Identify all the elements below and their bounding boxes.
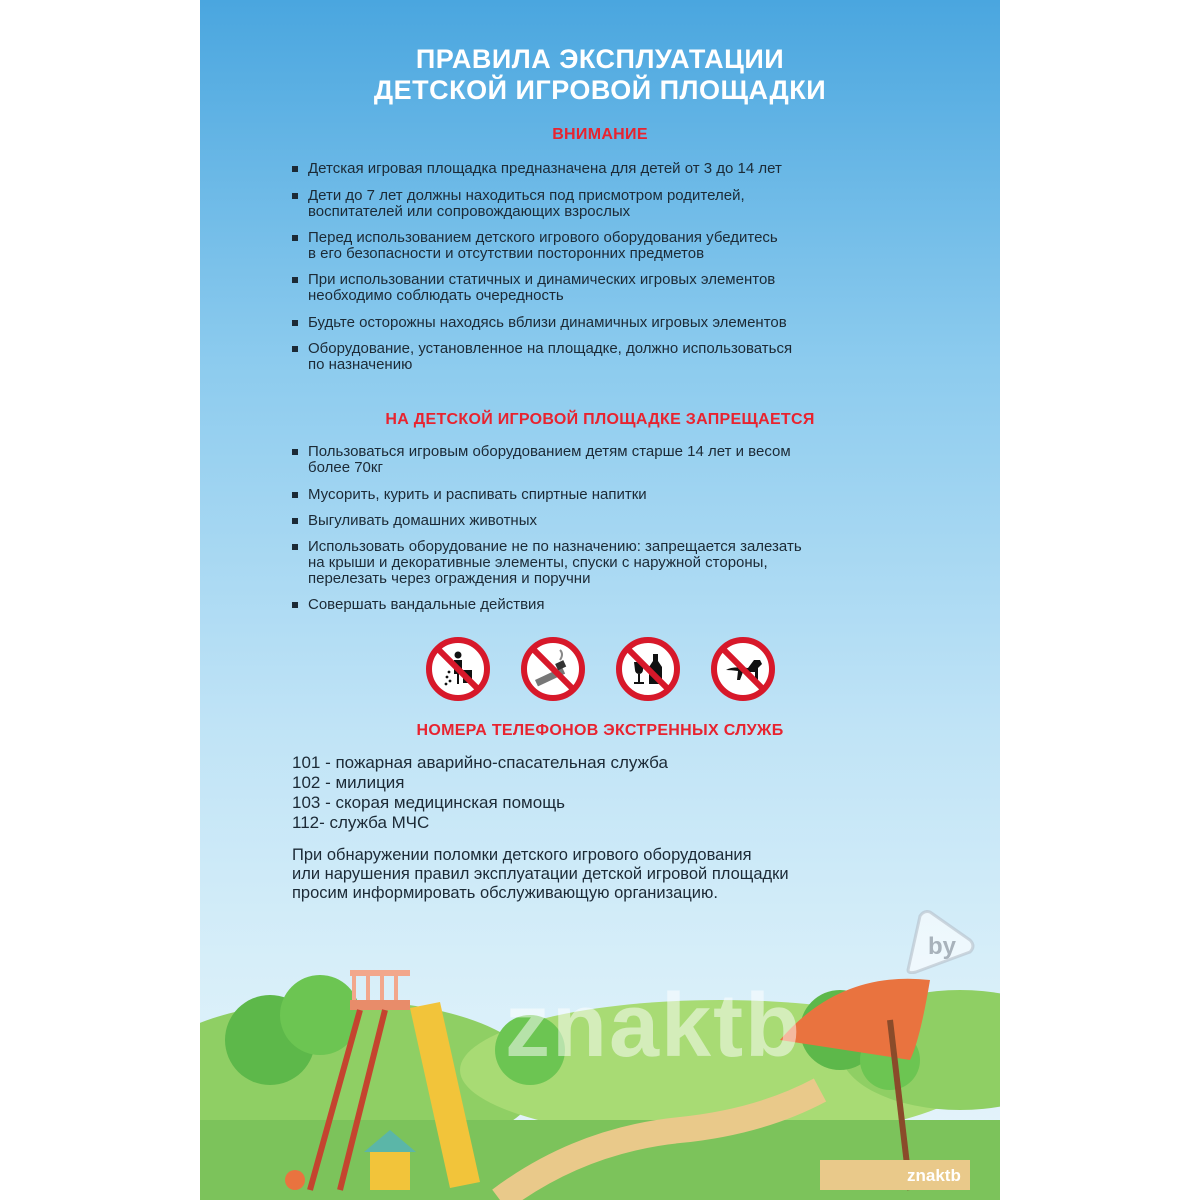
watermark-text: znaktb — [505, 976, 803, 1076]
poster — [200, 0, 1000, 1200]
no-dogs-icon — [710, 636, 776, 702]
list-item: Будьте осторожны находясь вблизи динамичных игровых элементов — [292, 315, 912, 331]
emergency-phones — [292, 753, 668, 833]
report-note: При обнаружении поломки детского игрового оборудования или нарушения правил эксплуатации детской игровой площадки просим информировать обслуживающую организацию. — [292, 846, 789, 902]
list-item: При использовании статичных и динамических игровых элементов необходимо соблюдать очередность — [292, 272, 912, 304]
prohibited-list — [292, 444, 912, 613]
watermark-by-badge — [900, 910, 976, 974]
no-smoking-icon — [520, 636, 586, 702]
attention-heading: ВНИМАНИЕ — [552, 126, 648, 143]
phone-line: 101 - пожарная аварийно-спасательная служба — [292, 753, 668, 772]
poster-title — [200, 44, 1000, 106]
brand-logo: znaktb — [907, 1166, 961, 1185]
prohibition-signs — [200, 636, 1000, 704]
list-item: Использовать оборудование не по назначению: запрещается залезать на крыши и декоративные элементы, спуски с наружной стороны, перелезать через ограждения и поручни — [292, 539, 912, 587]
no-littering-icon — [425, 636, 491, 702]
list-item: Оборудование, установленное на площадке, должно использоваться по назначению — [292, 341, 912, 373]
list-item: Пользоваться игровым оборудованием детям старше 14 лет и весом более 70кг — [292, 444, 912, 476]
attention-list — [292, 161, 912, 373]
emergency-heading: НОМЕРА ТЕЛЕФОНОВ ЭКСТРЕННЫХ СЛУЖБ — [416, 722, 784, 739]
list-item: Совершать вандальные действия — [292, 597, 912, 613]
title-line-2: ДЕТСКОЙ ИГРОВОЙ ПЛОЩАДКИ — [373, 75, 827, 105]
list-item: Перед использованием детского игрового оборудования убедитесь в его безопасности и отсутствии посторонних предметов — [292, 230, 912, 262]
list-item: Выгуливать домашних животных — [292, 513, 912, 529]
watermark-suffix: by — [928, 933, 957, 960]
phone-line: 103 - скорая медицинская помощь — [292, 793, 566, 812]
phone-line: 102 - милиция — [292, 773, 405, 792]
list-item: Детская игровая площадка предназначена для детей от 3 до 14 лет — [292, 161, 912, 177]
list-item: Дети до 7 лет должны находиться под присмотром родителей, воспитателей или сопровождающих взрослых — [292, 188, 912, 220]
no-alcohol-icon — [615, 636, 681, 702]
title-line-1: ПРАВИЛА ЭКСПЛУАТАЦИИ — [415, 44, 785, 74]
prohibited-heading: НА ДЕТСКОЙ ИГРОВОЙ ПЛОЩАДКЕ ЗАПРЕЩАЕТСЯ — [385, 411, 815, 428]
phone-line: 112- служба МЧС — [292, 813, 430, 832]
list-item: Мусорить, курить и распивать спиртные напитки — [292, 487, 912, 503]
